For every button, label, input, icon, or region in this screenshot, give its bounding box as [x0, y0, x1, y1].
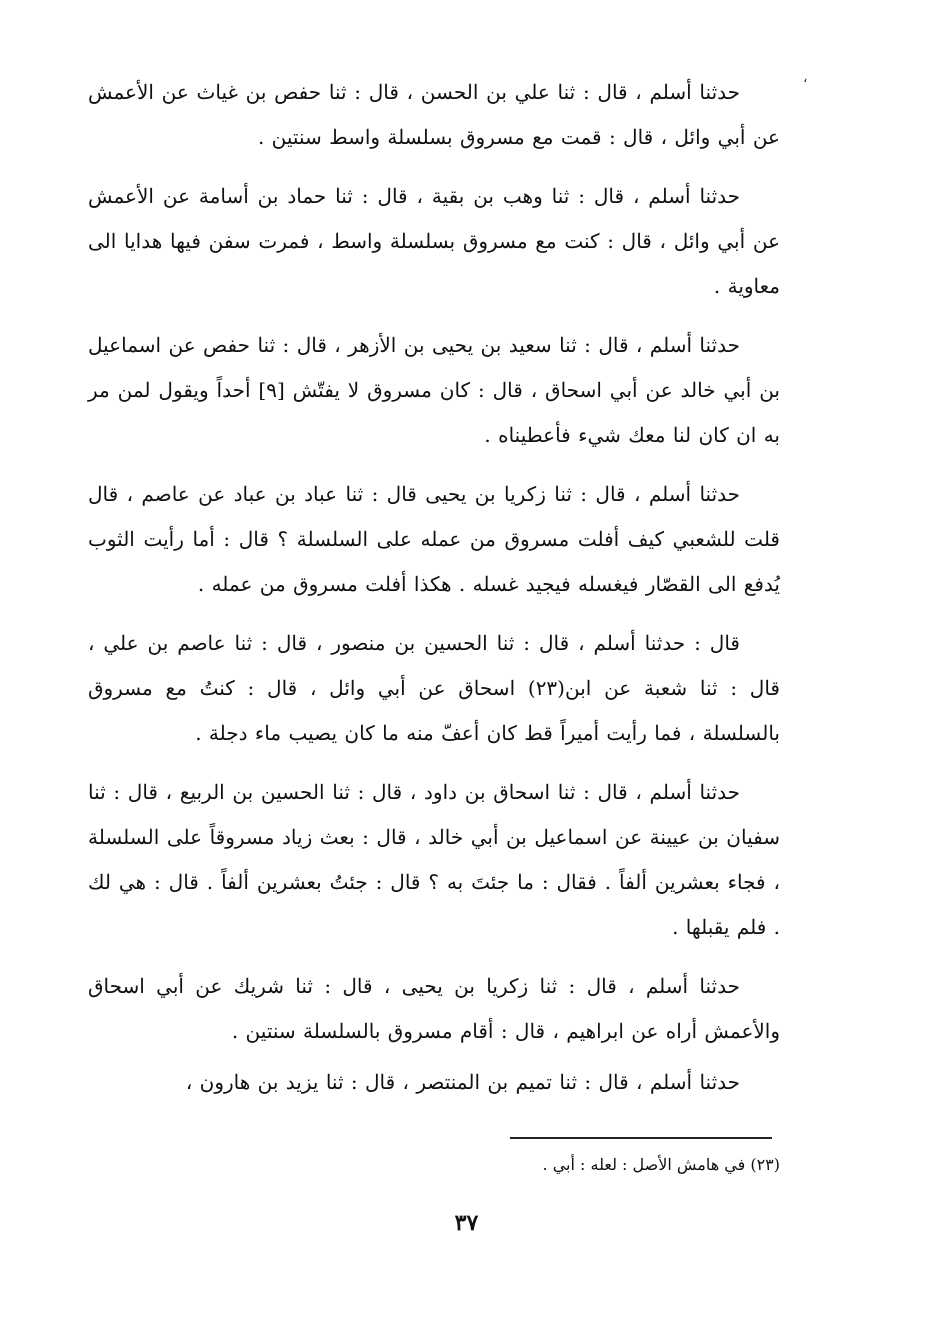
margin-mark: ،	[803, 70, 808, 86]
footnote-divider	[510, 1137, 772, 1139]
paragraph-6: حدثنا أسلم ، قال : ثنا اسحاق بن داود ، قال : ثنا الحسين بن الربيع ، قال : ثنا سفيان بن عيينة عن اسماعيل بن أبي خالد ، قال : بعث زياد مسروقاً على السلسلة ، فجاء بعشرين ألفاً . فقال : ما جئتَ به ؟ قال : جئتُ بعشرين ألفاً . قال : هي لك . فلم يقبلها .	[88, 780, 780, 939]
paragraph-1: حدثنا أسلم ، قال : ثنا علي بن الحسن ، قال : ثنا حفص بن غياث عن الأعمش عن أبي وائل ، قال : قمت مع مسروق بسلسلة واسط سنتين .	[88, 80, 780, 149]
paragraph-4: حدثنا أسلم ، قال : ثنا زكريا بن يحيى قال : ثنا عباد بن عباد عن عاصم ، قال قلت للشعبي كيف أفلت مسروق من عمله على السلسلة ؟ قال : أما رأيت الثوب يُدفع الى القصّار فيغسله فيجيد غسله . هكذا أفلت مسروق من عمله .	[88, 482, 780, 596]
paragraph-3: حدثنا أسلم ، قال : ثنا سعيد بن يحيى بن الأزهر ، قال : ثنا حفص عن اسماعيل بن أبي خالد عن أبي اسحاق ، قال : كان مسروق لا يفتّش [٩] أحداً ويقول لمن مر به ان كان لنا معك شيء فأعطيناه .	[88, 333, 780, 447]
paragraph-7: حدثنا أسلم ، قال : ثنا زكريا بن يحيى ، قال : ثنا شريك عن أبي اسحاق والأعمش أراه عن ابراهيم ، قال : أقام مسروق بالسلسلة سنتين .	[88, 974, 780, 1043]
paragraph-2: حدثنا أسلم ، قال : ثنا وهب بن بقية ، قال : ثنا حماد بن أسامة عن الأعمش عن أبي وائل ، قال : كنت مع مسروق بسلسلة واسط ، فمرت سفن فيها هدايا الى معاوية .	[88, 184, 780, 298]
page-number: ٣٧	[454, 1210, 479, 1236]
paragraph-5: قال : حدثنا أسلم ، قال : ثنا الحسين بن منصور ، قال : ثنا عاصم بن علي ، قال : ثنا شعبة عن ابن(٢٣) اسحاق عن أبي وائل ، قال : كنتُ مع مسروق بالسلسلة ، فما رأيت أميراً قط كان أعفّ منه ما كان يصيب ماء دجلة .	[88, 631, 780, 745]
footnote: (٢٣) في هامش الأصل : لعله : أبي .	[542, 1155, 780, 1174]
body-text	[88, 70, 780, 1111]
paragraph-8: حدثنا أسلم ، قال : ثنا تميم بن المنتصر ، قال : ثنا يزيد بن هارون ،	[185, 1070, 740, 1094]
